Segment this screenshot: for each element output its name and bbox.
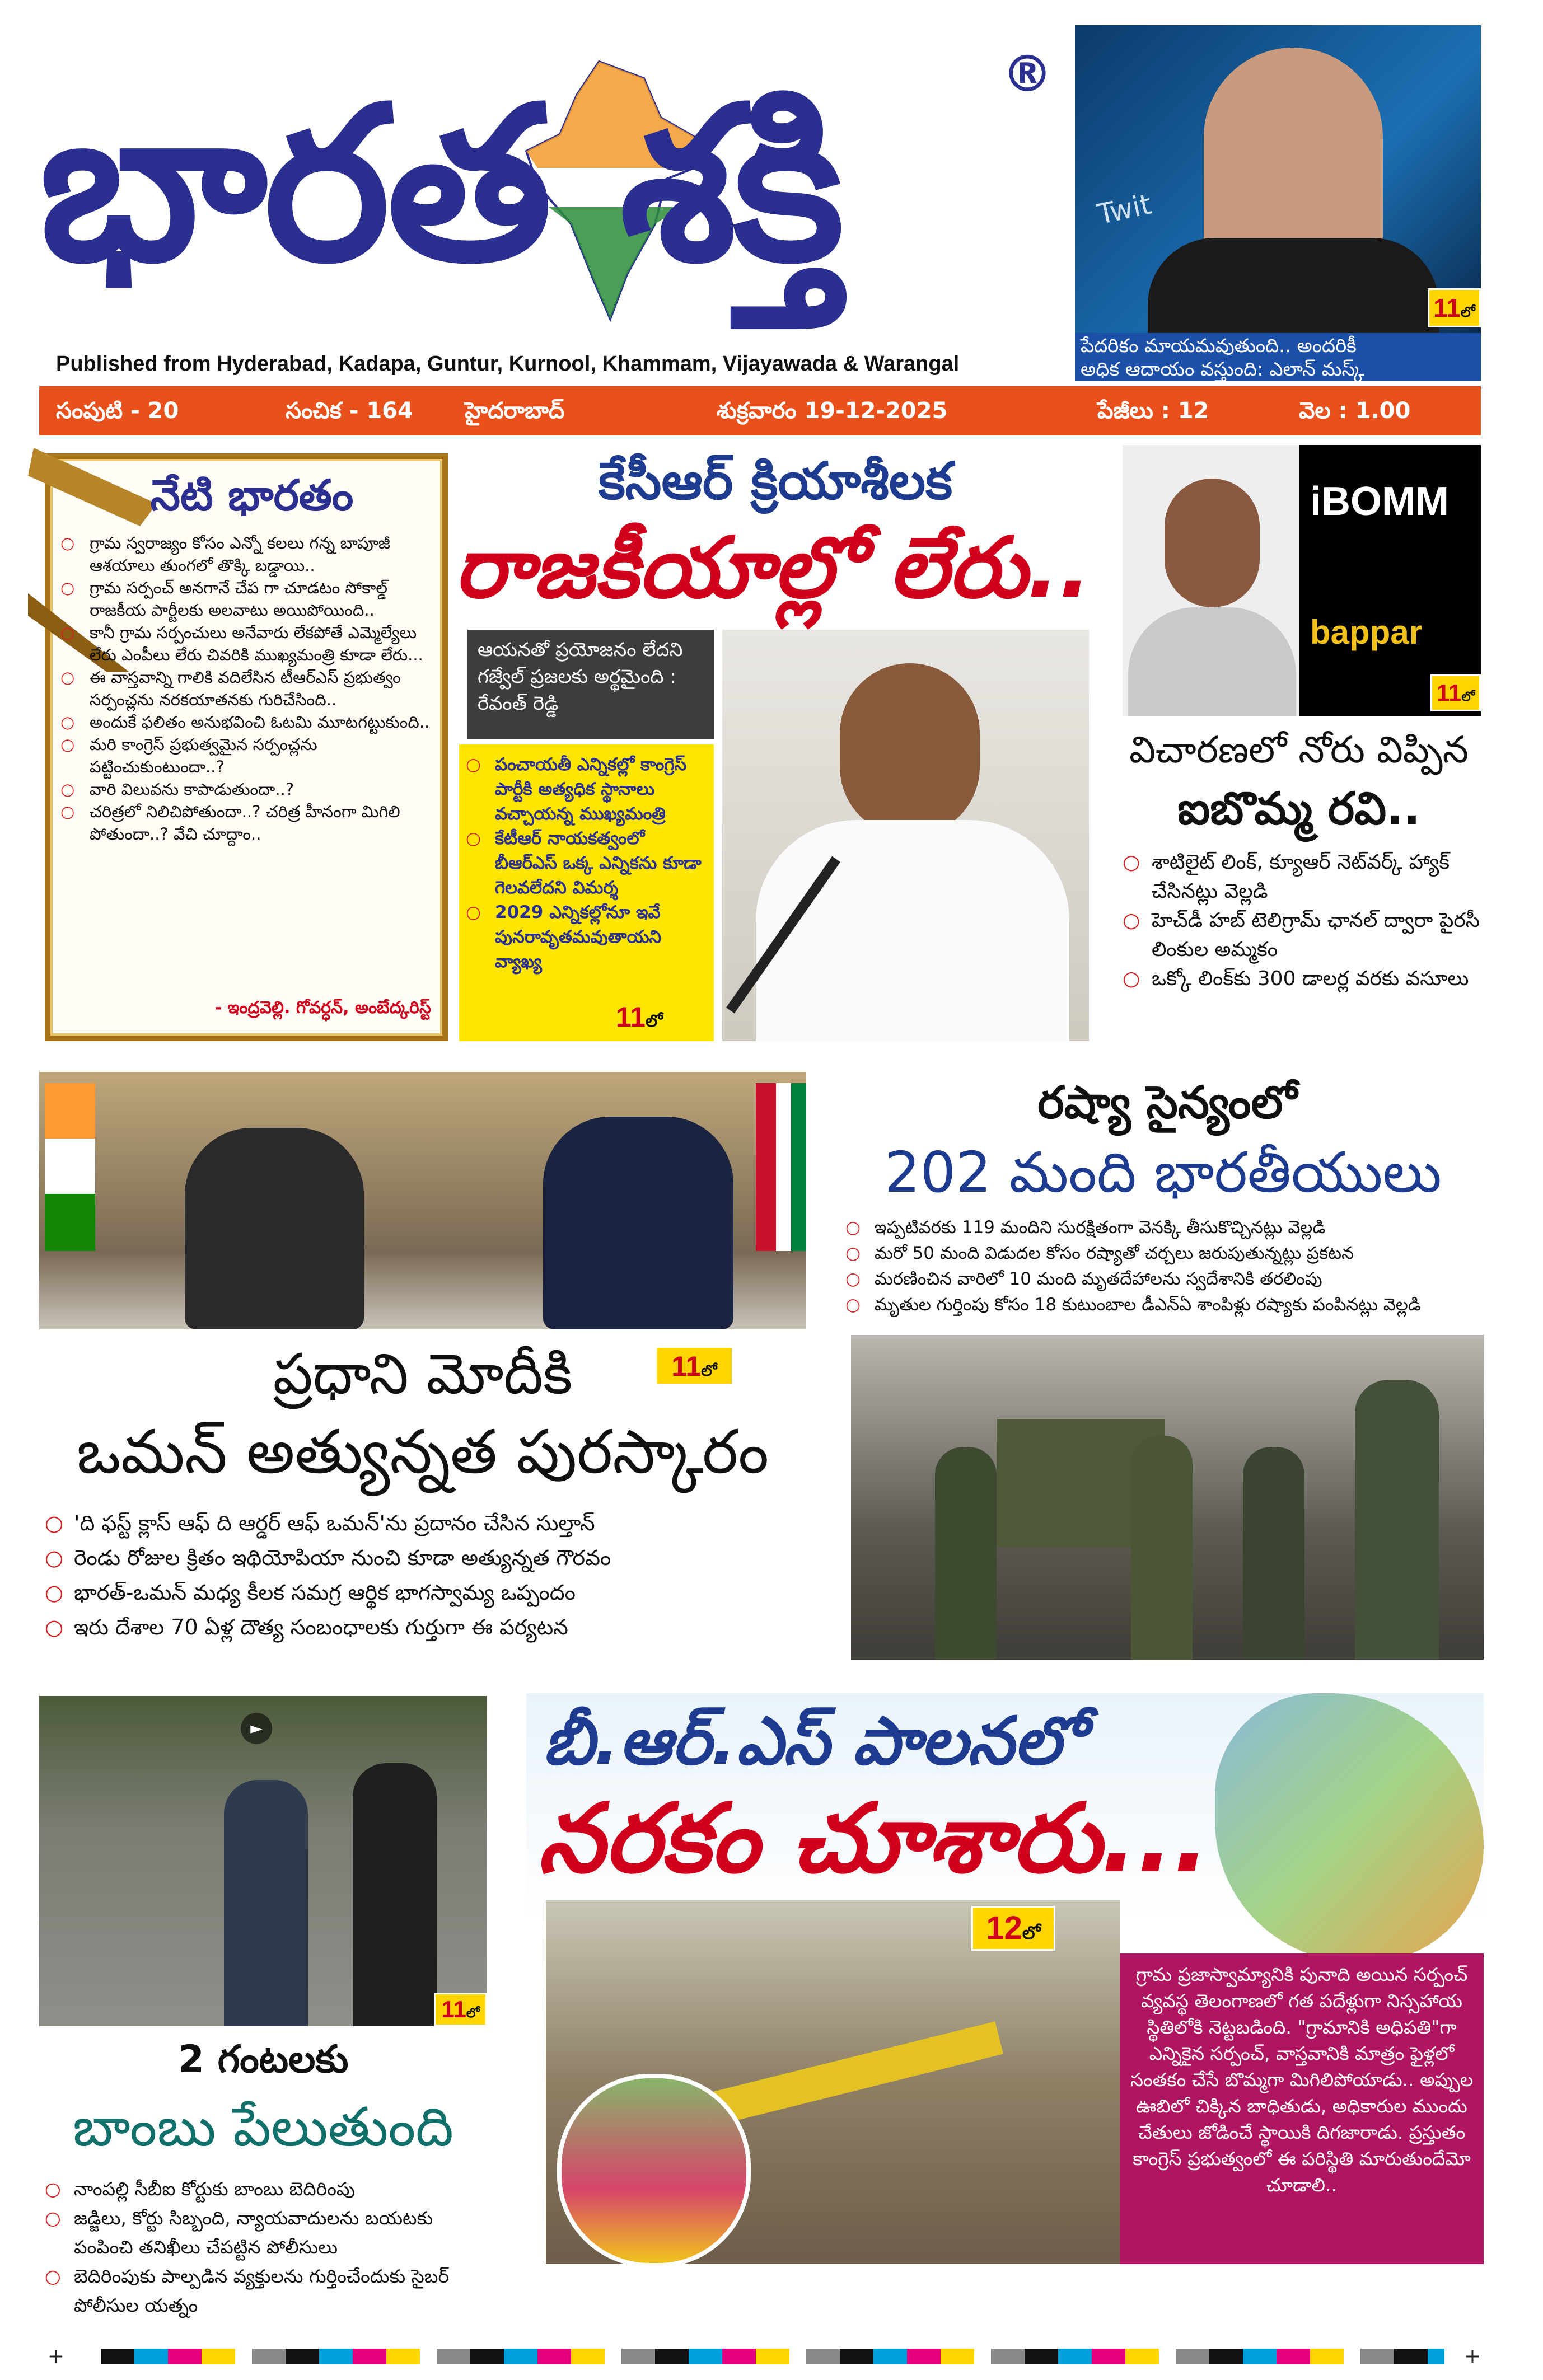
neti-item: ○ గ్రామ సర్పంచ్ అనగానే చేప గా చూడటం సోకాల్డ్ రాజకీయ పార్టీలకు అలవాటు అయిపోయింది.. [60, 577, 436, 621]
revanth-head [840, 663, 980, 837]
registered-mark: ® [1002, 45, 1053, 104]
protest-photo [546, 1900, 1120, 2264]
modi-headline-line1: ప్రధాని మోదీకి [273, 1341, 573, 1407]
ibomma-bullet: ○ హెచ్‌డీ హబ్ టెలిగ్రామ్ ఛానల్ ద్వారా పైరసీ లింకుల అమ్మకం [1123, 906, 1481, 964]
info-issue: సంచిక - 164 [286, 398, 413, 424]
masthead-title-text: భారత శక్తి [39, 60, 841, 308]
russia-bullet: ○ మరణించిన వారిలో 10 మంది మృతదేహాలను స్వదేశానికి తరలింపు [845, 1266, 1484, 1292]
brs-kicker: బీ.ఆర్.ఎస్ పాలనలో [543, 1702, 1082, 1779]
revanth-quote: ఆయనతో ప్రయోజనం లేదని గజ్వేల్ ప్రజలకు అర్థమైంది : రేవంత్ రెడ్డి [467, 630, 714, 739]
info-price: వెల : 1.00 [1299, 398, 1411, 424]
brs-body-text: గ్రామ ప్రజాస్వామ్యానికి పునాది అయిన సర్పంచ్ వ్యవస్థ తెలంగాణలో గత పదేళ్లుగా నిస్సహాయ స్థితిలోకి నెట్టబడింది. "గ్రామానికి అధిపతి"గా ఎన్నికైన సర్పంచ్, వాస్తవానికి మాత్రం ఫైళ్లలో సంతకం చేసే బొమ్మగా మిగిలిపోయాడు.. అప్పుల ఊబిలో చిక్కిన బాధితుడు, అధికారుల ముందు చేతులు జోడించే స్థాయికి దిగజారాడు. ప్రస్తుతం కాంగ్రెస్ ప్రభుత్వంలో ఈ పరిస్థితి మారుతుందేమో చూడాలి.. [1130, 1964, 1474, 2196]
ibomma-headline-line1: విచారణలో నోరు విప్పిన [1129, 728, 1469, 771]
soldier-figure [1131, 1436, 1193, 1660]
musk-caption [1075, 333, 1481, 381]
info-date: శుక్రవారం 19-12-2025 [717, 398, 948, 424]
neti-item: ○ కానీ గ్రామ సర్పంచులు అనేవారు లేకపోతే ఎమ్మెల్యేలు లేరు ఎంపీలు లేరు చివరికి ముఖ్యమంత్రి కూడా లేరు... [60, 621, 436, 666]
ibomma-headline-line2: ఐబొమ్మ రవి.. [1177, 783, 1420, 835]
video-play-icon[interactable]: ► [241, 1713, 272, 1744]
info-pages: పేజీలు : 12 [1097, 398, 1209, 424]
bomb-page-ref: 11లో [434, 1993, 487, 2026]
brs-body-box [1120, 1953, 1484, 2264]
kcr-page-ref: 11లో [616, 1001, 663, 1033]
modi-figure [185, 1128, 364, 1329]
russia-headline: 202 మంది భారతీయులు [885, 1140, 1442, 1205]
court-photo [39, 1696, 487, 2026]
modi-page-ref: 11లో [655, 1346, 733, 1385]
bomb-kicker: 2 గంటలకు [177, 2037, 349, 2082]
kcr-bullet: ○ పంచాయతీ ఎన్నికల్లో కాంగ్రెస్ పార్టీకి అత్యధిక స్థానాలు వచ్చాయన్న ముఖ్యమంత్రి [466, 752, 707, 826]
kcr-bullets-box [459, 744, 714, 1041]
ibomma-page-ref: 11లో [1430, 674, 1481, 711]
modi-bullets [45, 1506, 817, 1645]
info-city: హైదరాబాద్ [465, 398, 565, 424]
kcr-headline: రాజకీయాల్లో లేరు.. [454, 519, 1091, 617]
person-figure [353, 1763, 437, 2026]
revanth-photo [722, 630, 1089, 1041]
info-bar [39, 386, 1481, 435]
masthead-title [39, 45, 1053, 336]
revanth-shirt [756, 820, 1069, 1041]
ibomma-bullet: ○ ఒక్కో లింక్‌కు 300 డాలర్ల వరకు వసూలు [1123, 964, 1481, 994]
russia-bullet: ○ ఇప్పటివరకు 119 మందిని సురక్షితంగా వెనక్కి తీసుకొచ్చినట్లు వెల్లడి [845, 1215, 1484, 1240]
kcr-bullet: ○ 2029 ఎన్నికల్లోనూ ఇవే పునరావృతమవుతాయని వ్యాఖ్య [466, 900, 707, 974]
modi-headline-line2: ఒమన్ అత్యున్నత పురస్కారం [76, 1417, 769, 1487]
telangana-collage [1215, 1693, 1484, 1962]
russian-soldiers-photo [851, 1335, 1484, 1660]
russia-kicker: రష్యా సైన్యంలో [1037, 1076, 1297, 1128]
ibomma-brand-panel [1299, 445, 1481, 716]
neti-bharatam-box [45, 453, 448, 1041]
ibomma-bullets [1123, 848, 1481, 994]
bomb-bullet: ○ నాంపల్లి సీబీఐ కోర్టుకు బాంబు బెదిరింపు [45, 2175, 487, 2204]
musk-suit [1148, 238, 1439, 333]
published-from: Published from Hyderabad, Kadapa, Guntur, Kurnool, Khammam, Vijayawada & Warangal [56, 352, 960, 376]
kcr-kicker: కేసీఆర్ క్రియాశీలక [598, 451, 953, 511]
modi-oman-photo [39, 1072, 806, 1329]
russia-bullet: ○ మృతుల గుర్తింపు కోసం 18 కుటుంబాల డీఎన్ఏ శాంపిళ్లు రష్యాకు పంపినట్లు వెల్లడి [845, 1292, 1484, 1318]
print-color-bar [45, 2345, 1484, 2368]
ibomma-bullet: ○ శాటిలైట్ లింక్, క్యూఆర్ నెట్‌వర్క్ హ్యాక్ చేసినట్లు వెల్లడి [1123, 848, 1481, 906]
masthead [39, 22, 1064, 381]
info-volume: సంపుటి - 20 [56, 398, 179, 424]
neti-item: ○ ఈ వాస్తవాన్ని గాలికి వదిలేసిన టీఆర్ఎస్ ప్రభుత్వం సర్పంచ్లను నరకయాతనకు గురిచేసింది.. [60, 666, 436, 711]
neti-list [60, 532, 436, 845]
ibomma-ravi-photo [1123, 445, 1299, 716]
russia-bullets [845, 1215, 1484, 1318]
registration-mark-icon: + [47, 2345, 65, 2368]
flag-oman [756, 1083, 806, 1251]
flag-india [45, 1083, 95, 1251]
neti-item: ○ గ్రామ స్వరాజ్యం కోసం ఎన్నో కలలు గన్న బాపూజీ ఆశయాలు తుంగలో తొక్కి బడ్డాయి.. [60, 532, 436, 577]
soldier-figure [1355, 1380, 1439, 1660]
musk-caption-line2: అధిక ఆదాయం వస్తుంది: ఎలాన్ మస్క్ [1081, 358, 1364, 381]
neti-item: ○ మరి కాంగ్రెస్ ప్రభుత్వమైన సర్పంచ్లను పట్టించుకుంటుందా..? [60, 733, 436, 778]
sultan-figure [543, 1117, 733, 1329]
bomb-bullet: ○ జడ్జిలు, కోర్టు సిబ్బంది, న్యాయవాదులను బయటకు పంపించి తనిఖీలు చేపట్టిన పోలీసులు [45, 2204, 487, 2262]
neti-item: ○ చరిత్రలో నిలిచిపోతుందా..? చరిత్ర హీనంగా మిగిలి పోతుందా..? వేచి చూద్దాం.. [60, 800, 436, 845]
brs-page-ref: 12లో [971, 1906, 1055, 1951]
bomb-headline: బాంబు పేలుతుంది [72, 2096, 454, 2158]
modi-bullet: ○ ఇరు దేశాల 70 ఏళ్ల దౌత్య సంబంధాలకు గుర్తుగా ఈ పర్యటన [45, 1610, 817, 1645]
modi-bullet: ○ 'ది ఫస్ట్ క్లాస్ ఆఫ్ ది ఆర్డర్ ఆఫ్ ఒమన్'ను ప్రదానం చేసిన సుల్తాన్ [45, 1506, 817, 1540]
ibomma-brand-bottom: bappar [1310, 613, 1423, 651]
kcr-bullet: ○ కేటీఆర్ నాయకత్వంలో బీఆర్ఎస్ ఒక్క ఎన్నికను కూడా గెలవలేదని విమర్శ [466, 826, 707, 900]
ibomma-brand-top: iBOMM [1310, 479, 1449, 524]
neti-item: ○ వారి విలువను కాపాడుతుందా..? [60, 778, 436, 800]
musk-photo [1075, 25, 1481, 333]
bomb-bullets [45, 2175, 487, 2320]
women-protest-inset [557, 2074, 751, 2264]
modi-bullet: ○ రెండు రోజుల క్రితం ఇథియోపియా నుంచి కూడా అత్యున్నత గౌరవం [45, 1540, 817, 1575]
neti-item: ○ అందుకే ఫలితం అనుభవించి ఓటమి మూటగట్టుకుంది.. [60, 711, 436, 733]
color-swatches [101, 2349, 1444, 2364]
soldier-figure [935, 1447, 997, 1660]
person-figure [224, 1780, 308, 2026]
ravi-shirt [1128, 607, 1296, 716]
ravi-face [1165, 479, 1260, 607]
photo-text-twit: Twit [1095, 188, 1154, 231]
musk-caption-line1: పేదరికం మాయమవుతుంది.. అందరికీ [1081, 335, 1357, 357]
page-ref-badge: 11లో [1428, 288, 1481, 327]
soldier-figure [1243, 1447, 1304, 1660]
neti-signature: - ఇంద్రవెల్లి. గోవర్ధన్, అంబేద్కరిస్ట్ [214, 998, 431, 1018]
modi-bullet: ○ భారత్-ఒమన్ మధ్య కీలక సమగ్ర ఆర్థిక భాగస్వామ్య ఒప్పందం [45, 1575, 817, 1610]
kcr-bullets [466, 752, 707, 974]
registration-mark-icon: + [1463, 2345, 1481, 2368]
bomb-bullet: ○ బెదిరింపుకు పాల్పడిన వ్యక్తులను గుర్తించేందుకు సైబర్ పోలీసుల యత్నం [45, 2262, 487, 2320]
russia-bullet: ○ మరో 50 మంది విడుదల కోసం రష్యాతో చర్చలు జరుపుతున్నట్లు ప్రకటన [845, 1240, 1484, 1266]
neti-title: నేటి భారతం [150, 470, 354, 520]
brs-headline: నరకం చూశారు... [537, 1783, 1210, 1894]
